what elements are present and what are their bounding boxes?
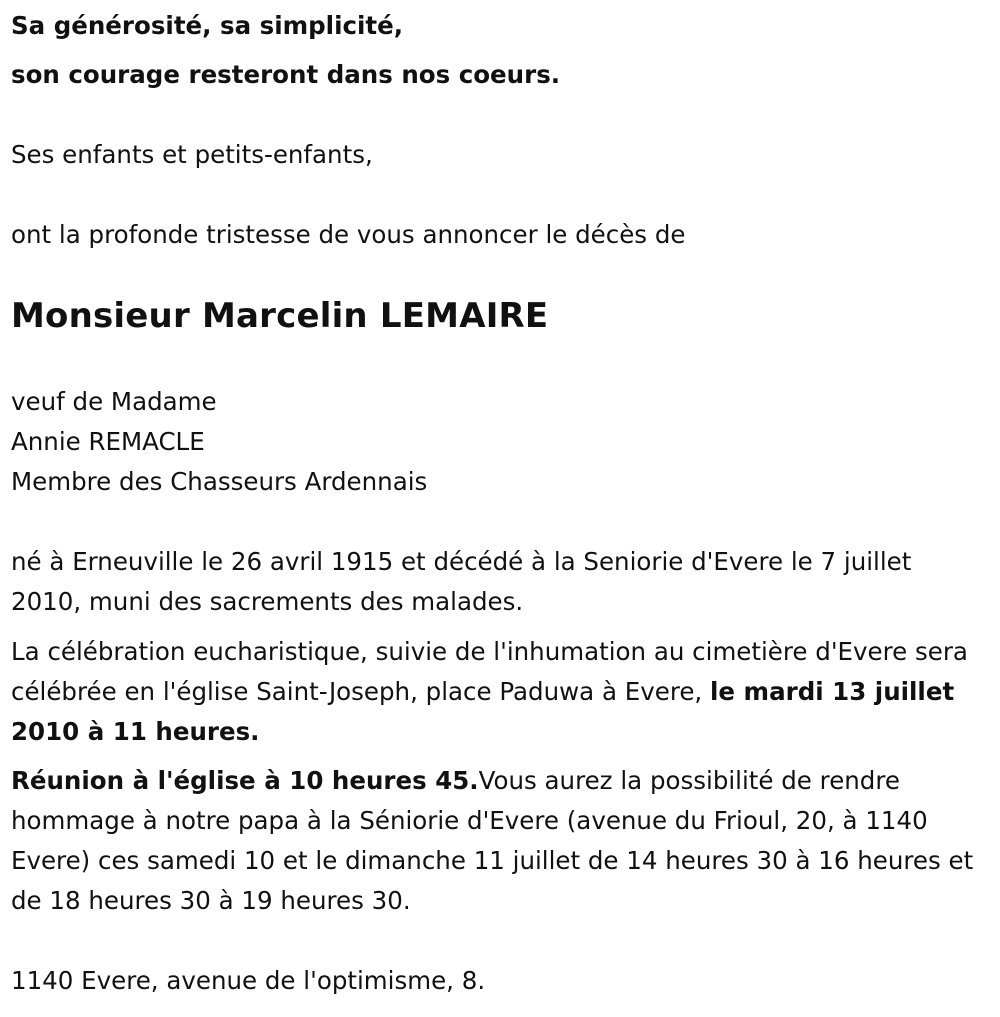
ceremony-paragraph <box>11 632 986 752</box>
ceremony-date: le mardi 13 juillet 2010 à 11 heures. <box>11 677 955 746</box>
meeting-paragraph <box>11 761 986 921</box>
header-line-1: Sa générosité, sa simplicité, <box>11 11 404 40</box>
address-line: 1140 Evere, avenue de l'optimisme, 8. <box>11 966 486 995</box>
ceremony-text: La célébration eucharistique, suivie de l'inhumation au cimetière d'Evere sera célébrée en l'église Saint-Joseph, place Paduwa à Evere, <box>11 637 968 706</box>
meeting-text: Vous aurez la possibilité de rendre hommage à notre papa à la Séniorie d'Evere (avenue du Frioul, 20, à 1140 Evere) ces samedi 10 et le dimanche 11 juillet de 14 heures 30 à 16 heures et de 18 heures 30 à 19 heures 30. <box>11 766 974 915</box>
family-line: Ses enfants et petits-enfants, <box>11 140 373 169</box>
widow-line-1: veuf de Madame <box>11 387 217 416</box>
header-line-2: son courage resteront dans nos coeurs. <box>11 60 561 89</box>
meeting-time: Réunion à l'église à 10 heures 45. <box>11 766 479 795</box>
announcement-line: ont la profonde tristesse de vous annoncer le décès de <box>11 220 686 249</box>
membership-line: Membre des Chasseurs Ardennais <box>11 467 428 496</box>
birth-death-paragraph: né à Erneuville le 26 avril 1915 et décédé à la Seniorie d'Evere le 7 juillet 2010, muni des sacrements des malades. <box>11 547 912 616</box>
deceased-name: Monsieur Marcelin LEMAIRE <box>11 296 549 336</box>
widow-line-2: Annie REMACLE <box>11 427 205 456</box>
